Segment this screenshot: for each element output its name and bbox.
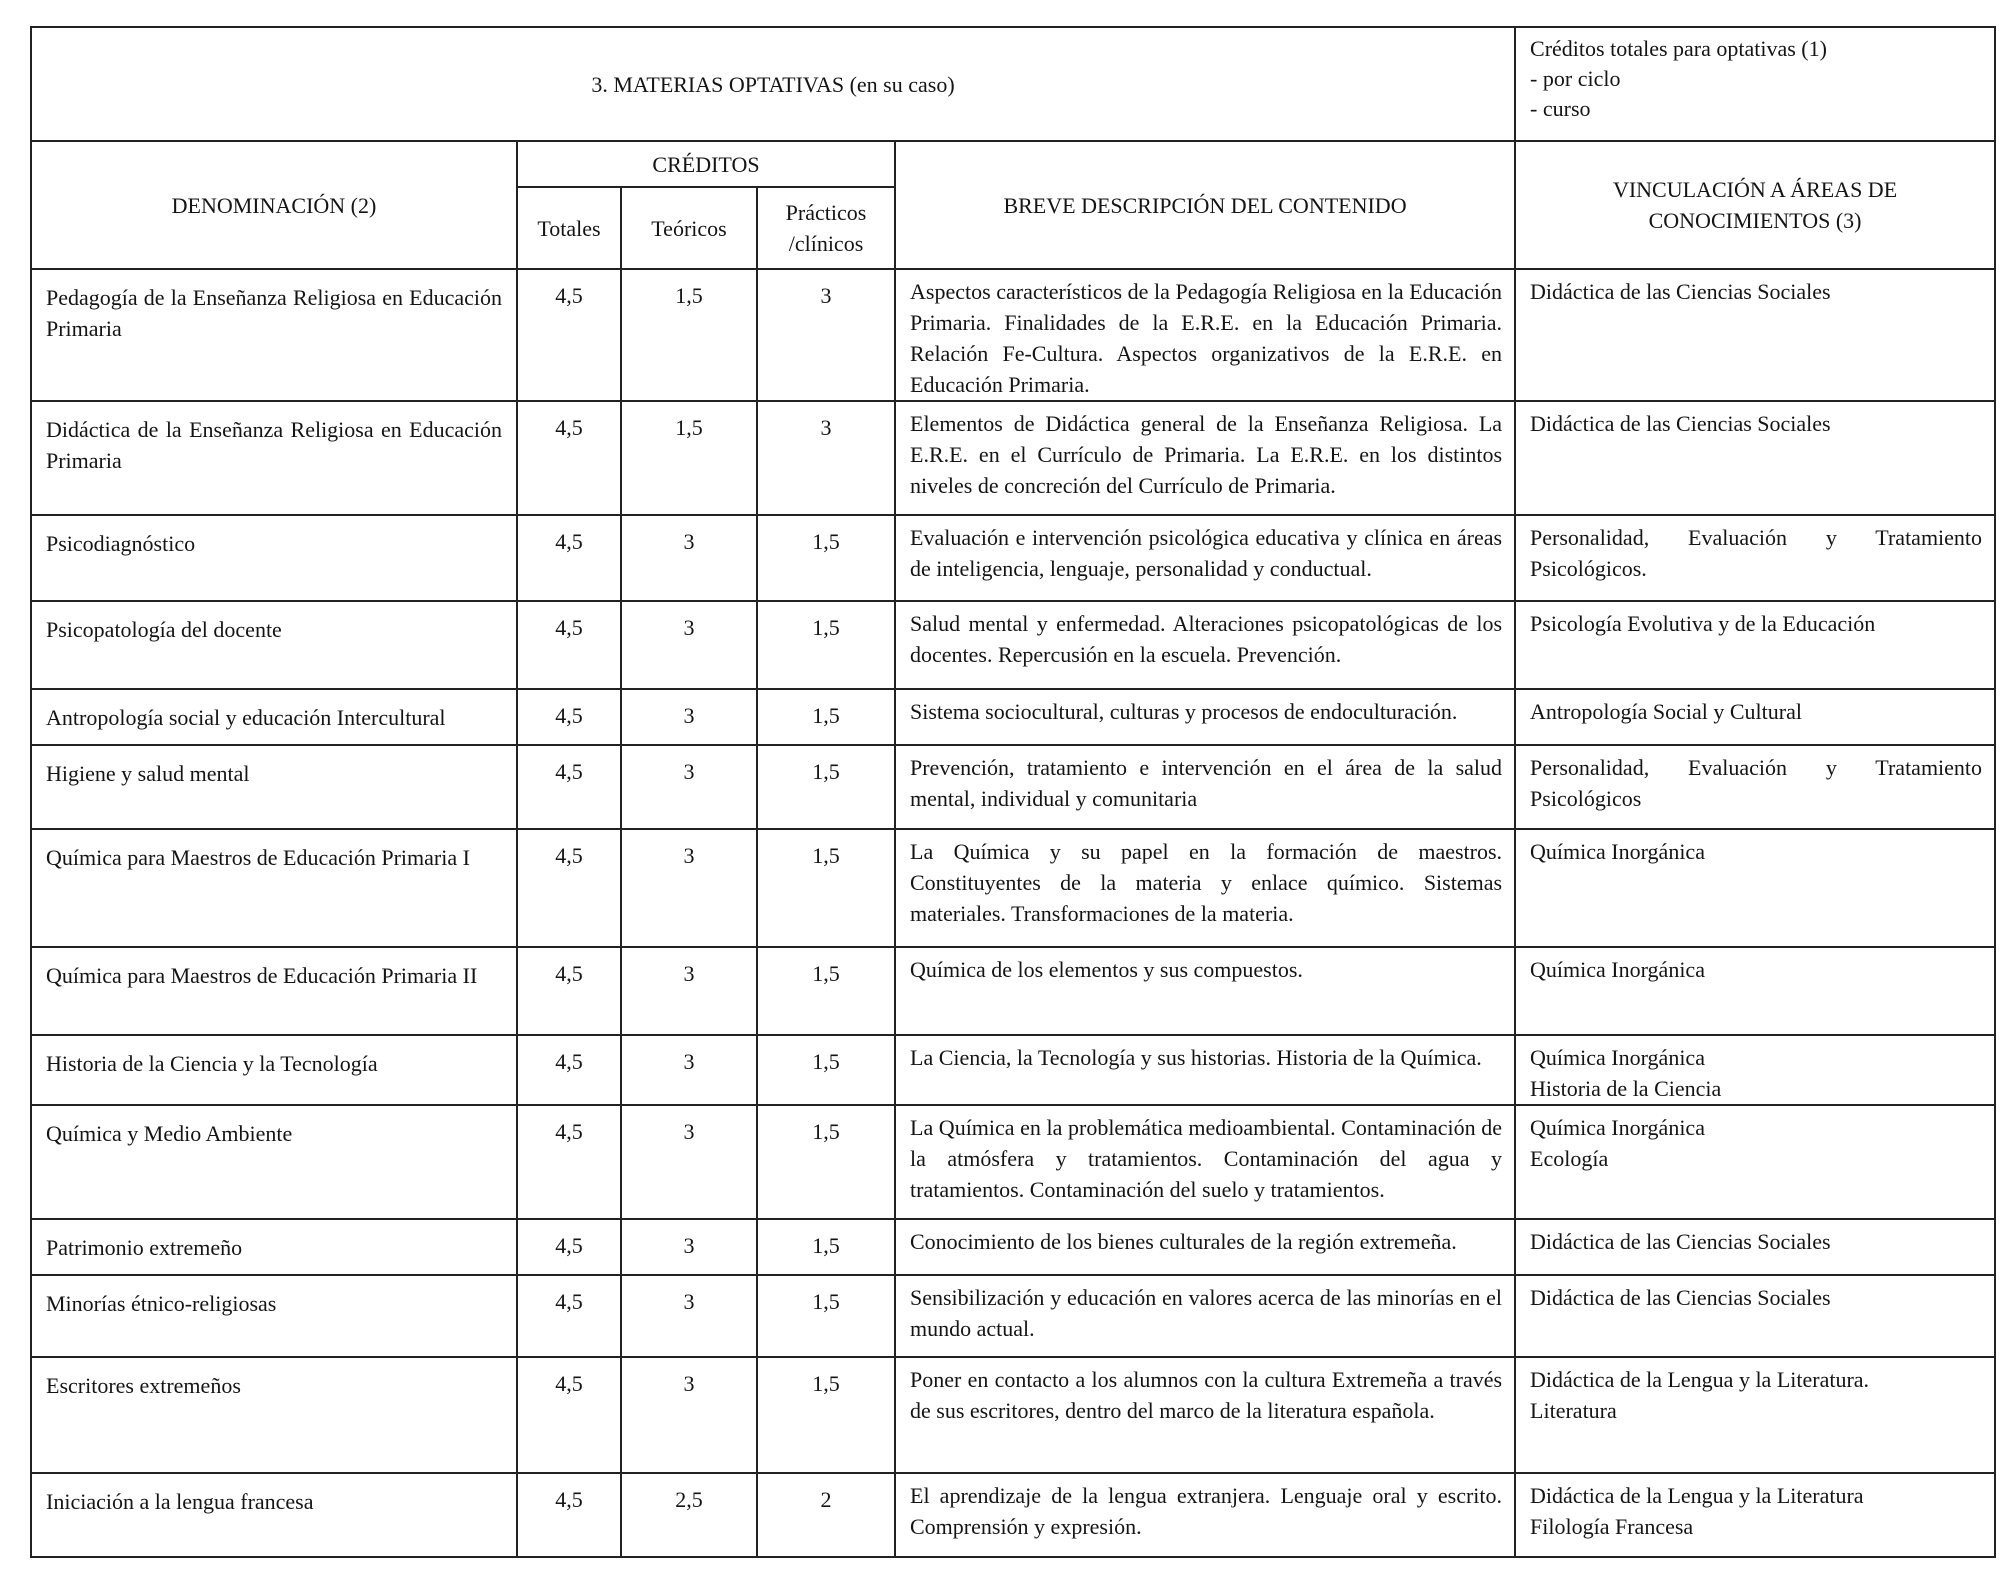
content-description: El aprendizaje de la lengua extranjera. Lenguaje oral y escrito. Comprensión y expresión. [895,1473,1515,1557]
credits-practicos: 3 [757,269,895,401]
knowledge-area [1515,829,1995,947]
credits-totales: 4,5 [517,745,621,829]
credits-practicos: 1,5 [757,745,895,829]
col-header-creditos: CRÉDITOS [517,141,895,187]
knowledge-area-line: Personalidad, Evaluación y Tratamiento Psicológicos [1530,755,1983,811]
table-row [31,689,1995,745]
subject-name: Minorías étnico-religiosas [31,1275,517,1357]
credits-teoricos: 3 [621,829,757,947]
content-description: Química de los elementos y sus compuestos. [895,947,1515,1035]
col-header-vinculacion: VINCULACIÓN A ÁREAS DE CONOCIMIENTOS (3) [1515,141,1995,269]
table-row [31,1035,1995,1105]
knowledge-area-line: Química Inorgánica [1530,1115,1705,1140]
content-description: Elementos de Didáctica general de la Enseñanza Religiosa. La E.R.E. en el Currículo de Primaria. La E.R.E. en los distintos niveles de concreción del Currículo de Primaria. [895,401,1515,515]
subject-name: Psicopatología del docente [31,601,517,689]
credits-teoricos: 1,5 [621,269,757,401]
knowledge-area [1515,601,1995,689]
knowledge-area [1515,515,1995,601]
content-description: Sensibilización y educación en valores acerca de las minorías en el mundo actual. [895,1275,1515,1357]
credits-totales: 4,5 [517,515,621,601]
knowledge-area-line: Didáctica de las Ciencias Sociales [1530,1229,1831,1254]
subject-name: Iniciación a la lengua francesa [31,1473,517,1557]
credits-totales: 4,5 [517,689,621,745]
table-row [31,1357,1995,1473]
table-row [31,269,1995,401]
subject-name: Didáctica de la Enseñanza Religiosa en Educación Primaria [31,401,517,515]
credits-totales: 4,5 [517,1219,621,1275]
optativas-table [30,26,1996,1558]
credits-practicos: 1,5 [757,515,895,601]
knowledge-area-line: Antropología Social y Cultural [1530,699,1802,724]
table-row [31,601,1995,689]
knowledge-area-line: Historia de la Ciencia [1530,1076,1722,1101]
credits-teoricos: 2,5 [621,1473,757,1557]
credits-practicos: 1,5 [757,1035,895,1105]
title-row [31,27,1995,141]
knowledge-area-line: Didáctica de las Ciencias Sociales [1530,1285,1831,1310]
credits-totales: 4,5 [517,1035,621,1105]
credits-totals-label: Créditos totales para optativas (1) [1530,36,1827,61]
credits-practicos: 1,5 [757,1357,895,1473]
credits-teoricos: 1,5 [621,401,757,515]
content-description: La Ciencia, la Tecnología y sus historias. Historia de la Química. [895,1035,1515,1105]
knowledge-area [1515,1275,1995,1357]
knowledge-area-line: Ecología [1530,1146,1609,1171]
credits-teoricos: 3 [621,515,757,601]
table-row [31,829,1995,947]
credits-teoricos: 3 [621,1357,757,1473]
knowledge-area [1515,1035,1995,1105]
subject-name: Escritores extremeños [31,1357,517,1473]
subject-name: Psicodiagnóstico [31,515,517,601]
knowledge-area-line: Psicología Evolutiva y de la Educación [1530,611,1876,636]
credits-teoricos: 3 [621,601,757,689]
credits-totales: 4,5 [517,401,621,515]
table-row [31,1105,1995,1219]
table-row [31,947,1995,1035]
credits-totales: 4,5 [517,1357,621,1473]
header-row [31,141,1995,187]
table-row [31,745,1995,829]
subject-name: Química para Maestros de Educación Primaria I [31,829,517,947]
table-row [31,401,1995,515]
knowledge-area [1515,689,1995,745]
credits-totales: 4,5 [517,1105,621,1219]
credits-practicos: 1,5 [757,829,895,947]
subject-name: Patrimonio extremeño [31,1219,517,1275]
content-description: Sistema sociocultural, culturas y procesos de endoculturación. [895,689,1515,745]
knowledge-area-line: Filología Francesa [1530,1514,1694,1539]
content-description: La Química y su papel en la formación de maestros. Constituyentes de la materia y enlace químico. Sistemas materiales. Transformaciones de la materia. [895,829,1515,947]
credits-totales: 4,5 [517,269,621,401]
subject-name: Química para Maestros de Educación Primaria II [31,947,517,1035]
knowledge-area-line: Didáctica de la Lengua y la Literatura. [1530,1367,1870,1392]
table-row [31,1275,1995,1357]
credits-practicos: 2 [757,1473,895,1557]
credits-practicos: 1,5 [757,601,895,689]
knowledge-area-line: Didáctica de las Ciencias Sociales [1530,411,1831,436]
credits-practicos: 1,5 [757,689,895,745]
credits-teoricos: 3 [621,1035,757,1105]
credits-totales: 4,5 [517,601,621,689]
subject-name: Química y Medio Ambiente [31,1105,517,1219]
credits-teoricos: 3 [621,745,757,829]
content-description: Evaluación e intervención psicológica educativa y clínica en áreas de inteligencia, lenguaje, personalidad y conductual. [895,515,1515,601]
credits-teoricos: 3 [621,1219,757,1275]
credits-practicos: 3 [757,401,895,515]
content-description: Salud mental y enfermedad. Alteraciones psicopatológicas de los docentes. Repercusión en la escuela. Prevención. [895,601,1515,689]
subject-name: Antropología social y educación Intercultural [31,689,517,745]
table-row [31,1473,1995,1557]
credits-teoricos: 3 [621,947,757,1035]
credits-practicos: 1,5 [757,947,895,1035]
knowledge-area-line: Didáctica de las Ciencias Sociales [1530,279,1831,304]
col-header-practicos-line2: /clínicos [788,231,864,256]
knowledge-area-line: Literatura [1530,1398,1617,1423]
credits-teoricos: 3 [621,689,757,745]
knowledge-area [1515,1473,1995,1557]
credits-practicos: 1,5 [757,1275,895,1357]
knowledge-area [1515,745,1995,829]
content-description: Aspectos característicos de la Pedagogía Religiosa en la Educación Primaria. Finalidades de la E.R.E. en la Educación Primaria. Relación Fe-Cultura. Aspectos organizativos de la E.R.E. en Educación Primaria. [895,269,1515,401]
knowledge-area-line: Química Inorgánica [1530,1045,1705,1070]
credits-totals-box [1515,27,1995,141]
credits-teoricos: 3 [621,1275,757,1357]
content-description: Poner en contacto a los alumnos con la cultura Extremeña a través de sus escritores, dentro del marco de la literatura española. [895,1357,1515,1473]
knowledge-area [1515,1105,1995,1219]
table-body [31,269,1995,1557]
col-header-descripcion: BREVE DESCRIPCIÓN DEL CONTENIDO [895,141,1515,269]
table-row [31,515,1995,601]
subject-name: Historia de la Ciencia y la Tecnología [31,1035,517,1105]
credits-totales: 4,5 [517,1275,621,1357]
section-title: 3. MATERIAS OPTATIVAS (en su caso) [31,27,1515,141]
knowledge-area-line: Didáctica de la Lengua y la Literatura [1530,1483,1864,1508]
knowledge-area-line: Química Inorgánica [1530,957,1705,982]
credits-teoricos: 3 [621,1105,757,1219]
content-description: Conocimiento de los bienes culturales de la región extremeña. [895,1219,1515,1275]
subject-name: Pedagogía de la Enseñanza Religiosa en Educación Primaria [31,269,517,401]
content-description: La Química en la problemática medioambiental. Contaminación de la atmósfera y tratamientos. Contaminación del agua y tratamientos. Contaminación del suelo y tratamientos. [895,1105,1515,1219]
col-header-practicos-line1: Prácticos [785,200,867,225]
knowledge-area [1515,1357,1995,1473]
credits-practicos: 1,5 [757,1219,895,1275]
knowledge-area-line: Personalidad, Evaluación y Tratamiento Psicológicos. [1530,525,1983,581]
knowledge-area [1515,401,1995,515]
knowledge-area [1515,947,1995,1035]
knowledge-area [1515,1219,1995,1275]
col-header-totales: Totales [517,187,621,269]
table-row [31,1219,1995,1275]
content-description: Prevención, tratamiento e intervención en el área de la salud mental, individual y comunitaria [895,745,1515,829]
col-header-practicos [757,187,895,269]
credits-totales: 4,5 [517,829,621,947]
credits-practicos: 1,5 [757,1105,895,1219]
credits-per-cycle: - por ciclo [1530,66,1621,91]
knowledge-area-line: Química Inorgánica [1530,839,1705,864]
col-header-teoricos: Teóricos [621,187,757,269]
knowledge-area [1515,269,1995,401]
col-header-denominacion: DENOMINACIÓN (2) [31,141,517,269]
credits-totales: 4,5 [517,947,621,1035]
subject-name: Higiene y salud mental [31,745,517,829]
credits-totales: 4,5 [517,1473,621,1557]
credits-per-course: - curso [1530,96,1591,121]
